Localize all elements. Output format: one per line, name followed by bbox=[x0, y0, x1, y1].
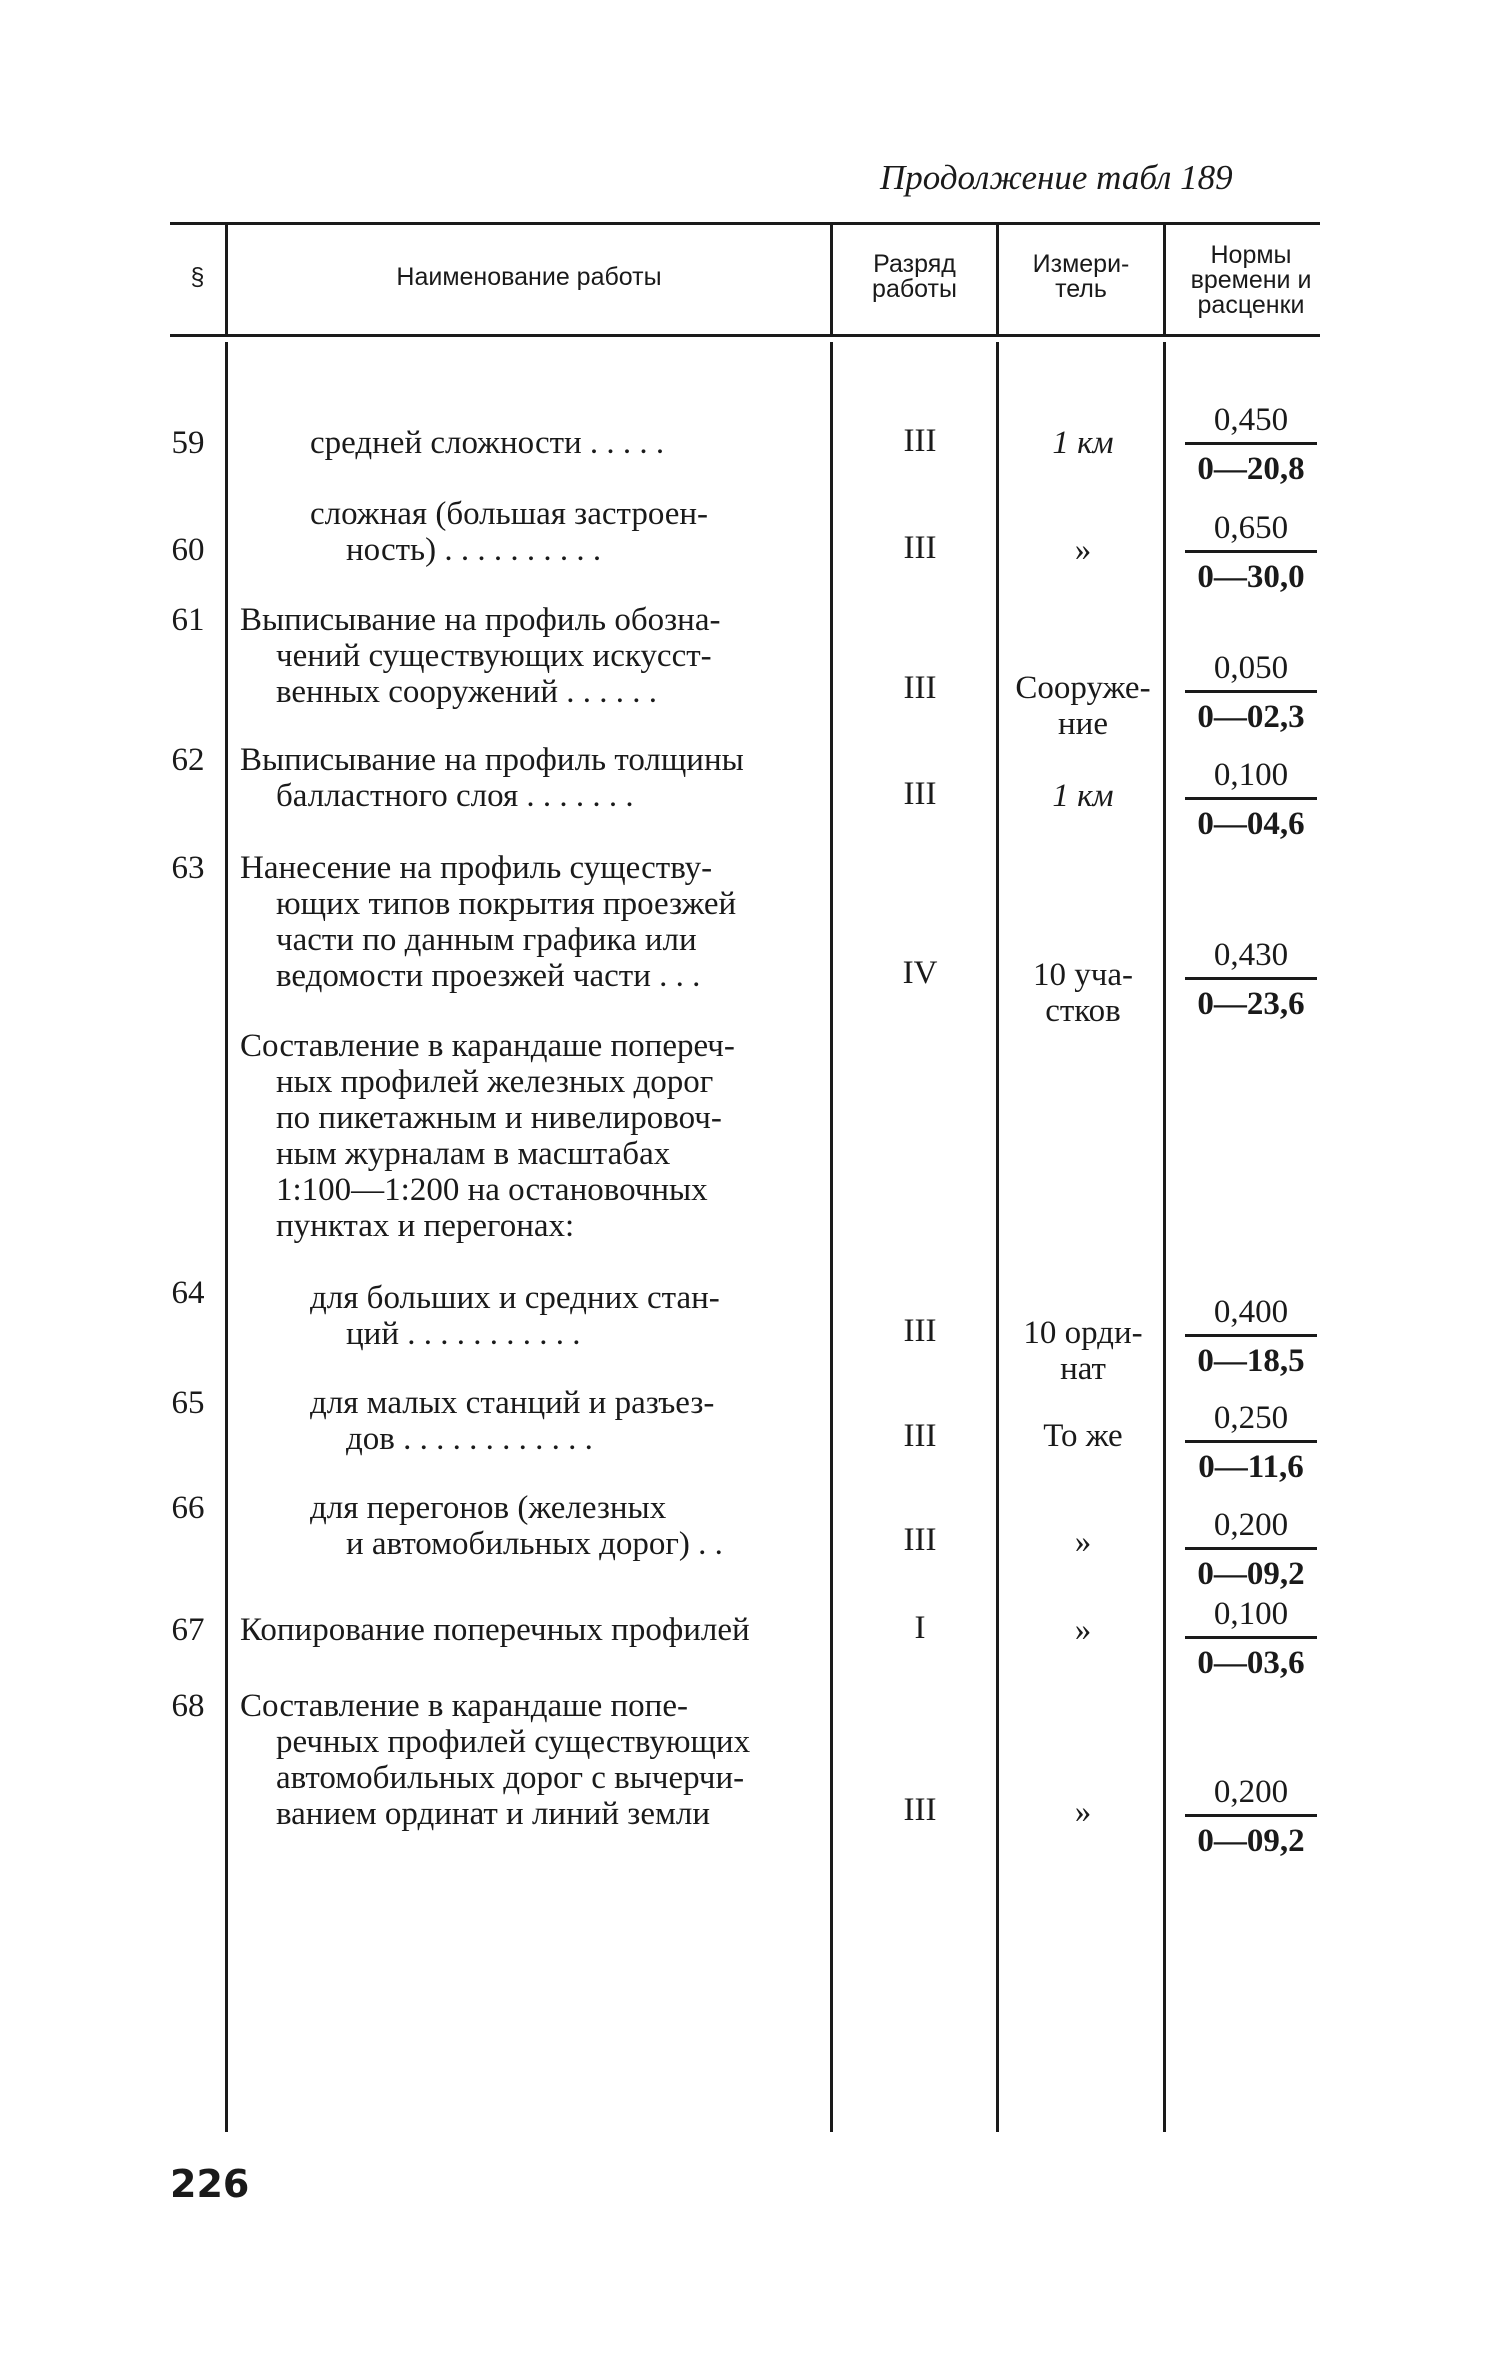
grade-value: III bbox=[903, 776, 937, 812]
fraction-bar bbox=[1185, 797, 1317, 800]
work-name-line: для больших и средних стан- bbox=[310, 1280, 720, 1316]
unit-value: » bbox=[1074, 532, 1092, 568]
norm-value bbox=[1170, 755, 1332, 844]
time-norm: 0,250 bbox=[1213, 1400, 1289, 1436]
row-number: 68 bbox=[171, 1688, 205, 1724]
header-grade: Разряд работы bbox=[872, 250, 957, 303]
grade-value: III bbox=[903, 670, 937, 706]
table-continuation-caption: Продолжение табл 189 bbox=[880, 158, 1233, 197]
price-rate: 0—02,3 bbox=[1197, 699, 1305, 735]
work-name bbox=[310, 425, 818, 461]
fraction-bar bbox=[1185, 690, 1317, 693]
work-name bbox=[240, 602, 818, 710]
grade-value: III bbox=[903, 1418, 937, 1454]
norm-value bbox=[1170, 1505, 1332, 1594]
work-name-line: ность) . . . . . . . . . . bbox=[346, 532, 602, 568]
work-name bbox=[310, 496, 818, 568]
work-name-line: речных профилей существующих bbox=[276, 1724, 751, 1760]
price-rate: 0—18,5 bbox=[1197, 1343, 1305, 1379]
price-rate: 0—30,0 bbox=[1197, 559, 1305, 595]
work-name bbox=[310, 1385, 818, 1457]
unit-value: 10 уча- стков bbox=[1033, 957, 1133, 1029]
work-name-line: венных сооружений . . . . . . bbox=[276, 674, 658, 710]
work-name-line: 1:100—1:200 на остановочных bbox=[276, 1172, 708, 1208]
work-name bbox=[240, 1688, 818, 1832]
work-name-line: по пикетажным и нивелировоч- bbox=[276, 1100, 722, 1136]
work-name bbox=[310, 1280, 818, 1352]
work-name-line: Составление в карандаше попе- bbox=[240, 1688, 688, 1724]
work-name-line: и автомобильных дорог) . . bbox=[346, 1526, 723, 1562]
time-norm: 0,050 bbox=[1213, 650, 1289, 686]
work-name-line: ных профилей железных дорог bbox=[276, 1064, 714, 1100]
group-heading bbox=[240, 1028, 818, 1244]
work-name-line: Выписывание на профиль обозна- bbox=[240, 602, 721, 638]
body-divider-2 bbox=[830, 342, 833, 2132]
work-name-line: пунктах и перегонах: bbox=[276, 1208, 575, 1244]
unit-value: » bbox=[1074, 1794, 1092, 1830]
time-norm: 0,200 bbox=[1213, 1774, 1289, 1810]
work-name-line: чений существующих искусст- bbox=[276, 638, 712, 674]
time-norm: 0,400 bbox=[1213, 1294, 1289, 1330]
body-divider-1 bbox=[225, 342, 228, 2132]
time-norm: 0,200 bbox=[1213, 1507, 1289, 1543]
norm-value bbox=[1170, 508, 1332, 597]
work-name-line: ведомости проезжей части . . . bbox=[276, 958, 701, 994]
header-work-name: Наименование работы bbox=[396, 263, 662, 291]
price-rate: 0—11,6 bbox=[1198, 1449, 1304, 1485]
grade-value: III bbox=[903, 1792, 937, 1828]
work-name bbox=[310, 1490, 818, 1562]
work-name-line: дов . . . . . . . . . . . . bbox=[346, 1421, 593, 1457]
work-name-line: Копирование поперечных профилей bbox=[240, 1612, 750, 1648]
work-name bbox=[240, 742, 818, 814]
header-norms: Нормы времени и расценки bbox=[1190, 241, 1312, 319]
grade-value: IV bbox=[902, 955, 938, 991]
time-norm: 0,430 bbox=[1213, 937, 1289, 973]
work-name-line: Выписывание на профиль толщины bbox=[240, 742, 744, 778]
fraction-bar bbox=[1185, 550, 1317, 553]
unit-value: 1 км bbox=[1052, 425, 1114, 461]
unit-value: Сооруже- ние bbox=[1015, 670, 1151, 742]
fraction-bar bbox=[1185, 977, 1317, 980]
work-name-line: для перегонов (железных bbox=[310, 1490, 667, 1526]
fraction-bar bbox=[1185, 1547, 1317, 1550]
row-number: 60 bbox=[171, 532, 205, 568]
row-number: 64 bbox=[171, 1275, 205, 1311]
row-number: 63 bbox=[171, 850, 205, 886]
work-name-line: ным журналам в масштабах bbox=[276, 1136, 671, 1172]
work-name-line: для малых станций и разъез- bbox=[310, 1385, 715, 1421]
price-rate: 0—09,2 bbox=[1197, 1823, 1305, 1859]
time-norm: 0,650 bbox=[1213, 510, 1289, 546]
work-name bbox=[240, 850, 818, 994]
work-name-line: Нанесение на профиль существу- bbox=[240, 850, 713, 886]
grade-value: III bbox=[903, 423, 937, 459]
work-name-line: ющих типов покрытия проезжей bbox=[276, 886, 737, 922]
work-name-line: сложная (большая застроен- bbox=[310, 496, 709, 532]
work-name-line: балластного слоя . . . . . . . bbox=[276, 778, 634, 814]
row-number: 61 bbox=[171, 602, 205, 638]
fraction-bar bbox=[1185, 1636, 1317, 1639]
row-number: 59 bbox=[171, 425, 205, 461]
grade-value: III bbox=[903, 1313, 937, 1349]
price-rate: 0—20,8 bbox=[1197, 451, 1305, 487]
header-top-rule bbox=[170, 222, 1320, 225]
header-section: § bbox=[190, 263, 205, 291]
row-number: 67 bbox=[171, 1612, 205, 1648]
row-number: 66 bbox=[171, 1490, 205, 1526]
unit-value: То же bbox=[1043, 1418, 1123, 1454]
norm-value bbox=[1170, 1594, 1332, 1683]
body-divider-4 bbox=[1163, 342, 1166, 2132]
body-divider-3 bbox=[996, 342, 999, 2132]
row-number: 62 bbox=[171, 742, 205, 778]
work-name-line: ванием ординат и линий земли bbox=[276, 1796, 710, 1832]
price-rate: 0—04,6 bbox=[1197, 806, 1305, 842]
header-unit: Измери- тель bbox=[1032, 250, 1130, 303]
norm-value bbox=[1170, 1398, 1332, 1487]
unit-value: 1 км bbox=[1052, 778, 1114, 814]
unit-value: » bbox=[1074, 1612, 1092, 1648]
page-number: 226 bbox=[170, 2162, 250, 2206]
unit-value: » bbox=[1074, 1524, 1092, 1560]
row-number: 65 bbox=[171, 1385, 205, 1421]
header-bottom-rule bbox=[170, 334, 1320, 337]
norm-value bbox=[1170, 935, 1332, 1024]
price-rate: 0—23,6 bbox=[1197, 986, 1305, 1022]
price-rate: 0—03,6 bbox=[1197, 1645, 1305, 1681]
price-rate: 0—09,2 bbox=[1197, 1556, 1305, 1592]
fraction-bar bbox=[1185, 442, 1317, 445]
work-name-line: средней сложности . . . . . bbox=[310, 425, 665, 461]
work-name-line: ций . . . . . . . . . . . bbox=[346, 1316, 581, 1352]
unit-value: 10 орди- нат bbox=[1023, 1315, 1143, 1387]
work-name-line: части по данным графика или bbox=[276, 922, 697, 958]
time-norm: 0,100 bbox=[1213, 1596, 1289, 1632]
grade-value: III bbox=[903, 1522, 937, 1558]
norm-value bbox=[1170, 1292, 1332, 1381]
work-name-line: автомобильных дорог с вычерчи- bbox=[276, 1760, 745, 1796]
grade-value: III bbox=[903, 530, 937, 566]
work-name-line: Составление в карандаше попереч- bbox=[240, 1028, 735, 1064]
norm-value bbox=[1170, 1772, 1332, 1861]
fraction-bar bbox=[1185, 1334, 1317, 1337]
norm-value bbox=[1170, 400, 1332, 489]
work-name bbox=[240, 1612, 818, 1648]
norm-value bbox=[1170, 648, 1332, 737]
time-norm: 0,450 bbox=[1213, 402, 1289, 438]
grade-value: I bbox=[914, 1610, 926, 1646]
fraction-bar bbox=[1185, 1814, 1317, 1817]
fraction-bar bbox=[1185, 1440, 1317, 1443]
time-norm: 0,100 bbox=[1213, 757, 1289, 793]
